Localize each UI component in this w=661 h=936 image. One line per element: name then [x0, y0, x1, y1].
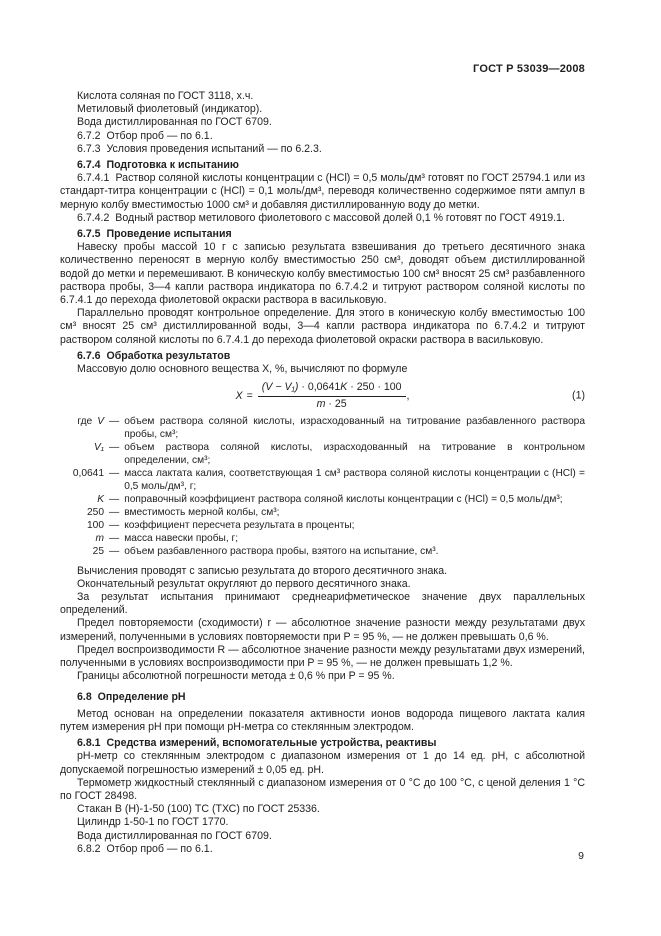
- paragraph-beaker: Стакан В (Н)-1-50 (100) ТС (ТХС) по ГОСТ 25336.: [77, 803, 320, 816]
- page-number: 9: [578, 850, 584, 862]
- formula-fraction: [258, 381, 406, 411]
- clause-6742: 6.7.4.2 Водный раствор метилового фиолетового с массовой долей 0,1 % готовят по ГОСТ 4919.1.: [77, 211, 565, 224]
- paragraph-ph-meter: pH-метр со стеклянным электродом с диапазоном измерения от 1 до 14 ед. pH, с абсолютной допускаемой погрешностью измерений ± 0,05 ед. pH.: [60, 750, 585, 776]
- definition-text: масса навески пробы, г;: [124, 532, 239, 544]
- definition-text: масса лактата калия, соответствующая 1 см³ раствора соляной кислоты концентрации c (HCl) = 0,5 моль/дм³, г;: [124, 467, 585, 492]
- formula-intro: Массовую долю основного вещества X, %, вычисляют по формуле: [77, 363, 408, 376]
- formula: [60, 381, 585, 411]
- definition-dash: —: [109, 415, 120, 427]
- definition-row: [60, 519, 585, 532]
- reagent-line: Метиловый фиолетовый (индикатор).: [77, 103, 263, 116]
- paragraph-thermometer: Термометр жидкостный стеклянный с диапазоном измерения от 0 °C до 100 °C, с ценой деления 1 °C по ГОСТ 28498.: [60, 776, 585, 802]
- formula-denominator: m · 25: [316, 398, 347, 411]
- definition-row: [60, 506, 585, 519]
- definition-prefix: где: [77, 415, 93, 427]
- page-header: [473, 63, 585, 75]
- reagent-line: Вода дистиллированная по ГОСТ 6709.: [77, 116, 272, 129]
- formula-numerator: (V − V₁) · 0,0641K · 250 · 100: [258, 381, 406, 397]
- definition-text: коэффициент пересчета результата в проценты;: [124, 519, 355, 531]
- definition-term: V: [97, 415, 104, 427]
- definition-text: объем разбавленного раствора пробы, взятого на испытание, см³.: [124, 545, 439, 557]
- heading-68: 6.8 Определение pH: [77, 690, 186, 703]
- definition-dash: —: [109, 545, 120, 557]
- definition-row: [60, 441, 585, 467]
- heading-676: 6.7.6 Обработка результатов: [77, 349, 231, 362]
- heading-681: 6.8.1 Средства измерений, вспомогательные устройства, реактивы: [77, 737, 437, 750]
- equation-number: (1): [572, 389, 585, 402]
- definition-dash: —: [109, 467, 120, 479]
- paragraph-reproducibility: Предел воспроизводимости R — абсолютное значение разности между результатами двух измерений, полученными в условиях воспроизводимости при P = 95 %, — не должен превышать 1,2 %.: [60, 643, 585, 670]
- definition-dash: —: [109, 506, 120, 518]
- paragraph-rounding: Окончательный результат округляют до первого десятичного знака.: [77, 577, 411, 590]
- definition-row: [60, 532, 585, 545]
- definition-row: [60, 467, 585, 493]
- definition-row: [60, 415, 585, 441]
- reagent-line: Кислота соляная по ГОСТ 3118, х.ч.: [77, 90, 254, 102]
- formula-comma: ,: [406, 389, 410, 402]
- paragraph-calc-precision: Вычисления проводят с записью результата до второго десятичного знака.: [77, 564, 448, 577]
- definition-text: объем раствора соляной кислоты, израсходованный на титрование разбавленного раствора пробы, см³;: [124, 415, 585, 440]
- definition-dash: —: [109, 519, 120, 531]
- heading-674: 6.7.4 Подготовка к испытанию: [77, 159, 239, 172]
- definition-term: 0,0641: [72, 467, 104, 479]
- definition-text: вместимость мерной колбы, см³;: [124, 506, 280, 518]
- clause-673: 6.7.3 Условия проведения испытаний — по 6.2.3.: [77, 142, 322, 155]
- paragraph-repeatability: Предел повторяемости (сходимости) r — абсолютное значение разности между результатами двух измерений, полученными в условиях повторяемости при P = 95 %, — не должен превышать 0,6 %.: [60, 617, 585, 643]
- definition-dash: —: [109, 532, 120, 544]
- definition-term: 100: [87, 519, 104, 531]
- definition-text: объем раствора соляной кислоты, израсходованный на титрование в контрольном определении, см³;: [124, 441, 585, 466]
- document-id: ГОСТ Р 53039—2008: [473, 63, 585, 75]
- formula-variable-x: X: [235, 389, 243, 402]
- heading-675: 6.7.5 Проведение испытания: [77, 228, 232, 241]
- definition-row: [60, 545, 585, 558]
- clause-6741: 6.7.4.1 Раствор соляной кислоты концентрации c (HCl) = 0,5 моль/дм³ готовят по ГОСТ 25794.1 или из стандарт-титра концентрации c (HCl) = 0,1 моль/дм³, переводя количественно содержимое пяти ампул в мерную колбу вместимостью 1000 см³ и добавляя дистиллированную воду до метки.: [60, 172, 585, 211]
- equals-sign: =: [246, 389, 253, 402]
- definition-term: 25: [92, 545, 104, 557]
- paragraph-result-mean: За результат испытания принимают среднеарифметическое значение двух параллельных определений.: [60, 591, 585, 617]
- definition-dash: —: [109, 493, 120, 505]
- definition-term: V₁: [93, 441, 104, 453]
- paragraph-control-determination: Параллельно проводят контрольное определение. Для этого в коническую колбу вместимостью 100 см³ вносят 25 см³ дистиллированной воды, 3—4 капли раствора индикатора по 6.7.4.2 и титруют раствором соляной кислоты по 6.7.4.1 до перехода фиолетовой окраски раствора в васильковую.: [60, 307, 585, 346]
- definition-term: K: [97, 493, 104, 505]
- clause-682: 6.8.2 Отбор проб — по 6.1.: [77, 842, 213, 855]
- formula-definitions: [60, 415, 585, 558]
- document-content: [60, 90, 585, 856]
- paragraph-cylinder: Цилиндр 1-50-1 по ГОСТ 1770.: [77, 816, 229, 829]
- formula-expression: [236, 381, 410, 411]
- definition-row: [60, 493, 585, 506]
- paragraph-water: Вода дистиллированная по ГОСТ 6709.: [77, 829, 272, 842]
- paragraph-error-bounds: Границы абсолютной погрешности метода ± 0,6 % при P = 95 %.: [77, 670, 395, 683]
- definition-dash: —: [109, 441, 120, 453]
- clause-672: 6.7.2 Отбор проб — по 6.1.: [77, 129, 213, 142]
- definition-term: m: [95, 532, 104, 544]
- paragraph-ph-method: Метод основан на определении показателя активности ионов водорода пищевого лактата калия путем измерения pH при помощи pH-метра со стеклянным электродом.: [60, 707, 585, 733]
- definition-term: 250: [87, 506, 104, 518]
- definition-text: поправочный коэффициент раствора соляной кислоты концентрации c (HCl) = 0,5 моль/дм³;: [124, 493, 563, 505]
- paragraph-test-procedure: Навеску пробы массой 10 г с записью результата взвешивания до третьего десятичного знака количественно переносят в мерную колбу вместимостью 250 см³, доводят объем дистиллированной водой до метки и перемешивают. В коническую колбу вместимостью 100 см³ вносят 25 см³ разбавленного раствора пробы, 3—4 капли раствора индикатора по 6.7.4.2 и титруют раствором соляной кислоты по 6.7.4.1 до перехода фиолетовой окраски раствора в васильковую.: [60, 241, 585, 307]
